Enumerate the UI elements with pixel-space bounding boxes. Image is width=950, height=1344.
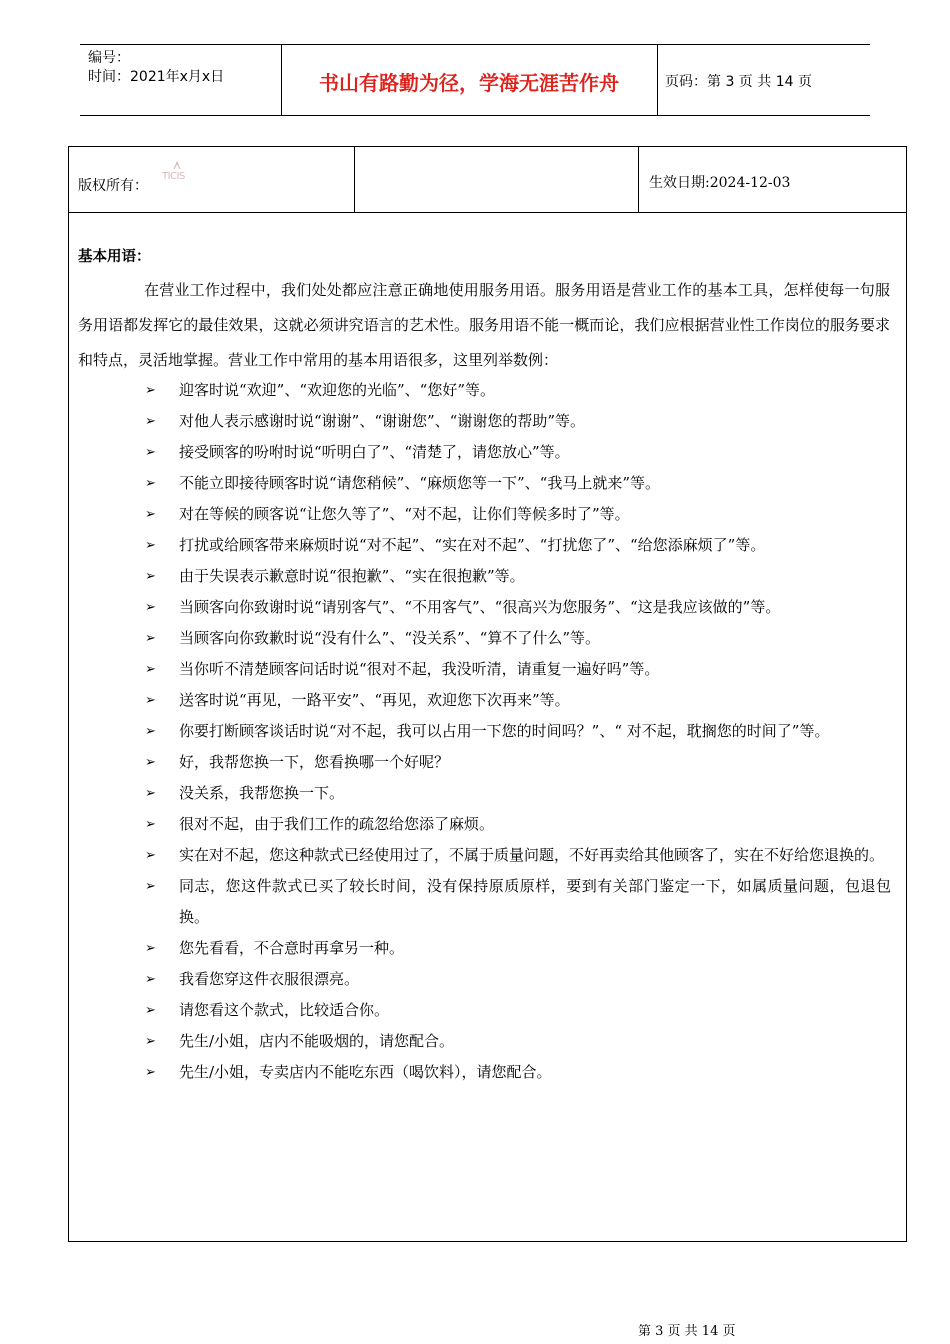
list-item-text: 迎客时说“欢迎”、“欢迎您的光临”、“您好”等。 <box>179 381 496 399</box>
list-item-text: 同志，您这件款式已买了较长时间，没有保持原质原样，要到有关部门鉴定一下，如属质量问题，包退包换。 <box>179 877 891 926</box>
bullet-arrow-icon: ➢ <box>145 1034 156 1049</box>
list-item <box>69 406 906 437</box>
list-item-text: 好，我帮您换一下，您看换哪一个好呢？ <box>179 753 450 771</box>
list-item-text: 没关系，我帮您换一下。 <box>179 784 345 802</box>
header-meta <box>88 49 278 87</box>
list-item-text: 打扰或给顾客带来麻烦时说“对不起”、“实在对不起”、“打扰您了”、“给您添麻烦了”等。 <box>179 536 766 554</box>
bullet-arrow-icon: ➢ <box>145 600 156 615</box>
document-number-label: 编号： <box>88 50 130 66</box>
bullet-arrow-icon: ➢ <box>145 414 156 429</box>
list-item <box>69 1057 906 1088</box>
phrase-list <box>69 375 906 1088</box>
list-item <box>69 809 906 840</box>
intro-paragraph: 在营业工作过程中，我们处处都应注意正确地使用服务用语。服务用语是营业工作的基本工具，怎样使每一句服务用语都发挥它的最佳效果，这就必须讲究语言的艺术性。服务用语不能一概而论，我们应根据营业性工作岗位的服务要求和特点，灵活地掌握。营业工作中常用的基本用语很多，这里列举数例： <box>78 281 890 369</box>
effective-date: 生效日期:2024-12-03 <box>649 175 791 191</box>
bullet-arrow-icon: ➢ <box>145 476 156 491</box>
list-item <box>69 654 906 685</box>
bullet-arrow-icon: ➢ <box>145 941 156 956</box>
list-item-text: 当顾客向你致谢时说“请别客气”、“不用客气”、“很高兴为您服务”、“这是我应该做的”等。 <box>179 598 781 616</box>
list-item <box>69 964 906 995</box>
list-item-text: 先生/小姐，专卖店内不能吃东西（喝饮料），请您配合。 <box>179 1063 552 1081</box>
list-item <box>69 530 906 561</box>
list-item <box>69 840 906 871</box>
bullet-arrow-icon: ➢ <box>145 1003 156 1018</box>
bullet-arrow-icon: ➢ <box>145 445 156 460</box>
bullet-arrow-icon: ➢ <box>145 879 156 894</box>
header-motto: 书山有路勤为径，学海无涯苦作舟 <box>319 71 619 95</box>
list-item-text: 对在等候的顾客说“让您久等了”、“对不起，让你们等候多时了”等。 <box>179 505 630 523</box>
list-item <box>69 375 906 406</box>
bullet-arrow-icon: ➢ <box>145 569 156 584</box>
bullet-arrow-icon: ➢ <box>145 755 156 770</box>
list-item <box>69 933 906 964</box>
list-item-text: 当你听不清楚顾客问话时说“很对不起，我没听清，请重复一遍好吗”等。 <box>179 660 660 678</box>
list-item-text: 请您看这个款式，比较适合你。 <box>179 1001 390 1019</box>
bullet-arrow-icon: ➢ <box>145 817 156 832</box>
list-item <box>69 499 906 530</box>
list-item-text: 接受顾客的吩咐时说“听明白了”、“清楚了，请您放心”等。 <box>179 443 570 461</box>
list-item-text: 先生/小姐，店内不能吸烟的，请您配合。 <box>179 1032 455 1050</box>
bullet-arrow-icon: ➢ <box>145 507 156 522</box>
list-item <box>69 561 906 592</box>
logo-text: TICIS <box>162 171 185 182</box>
bullet-arrow-icon: ➢ <box>145 662 156 677</box>
bullet-arrow-icon: ➢ <box>145 631 156 646</box>
list-item-text: 你要打断顾客谈话时说“对不起，我可以占用一下您的时间吗？”、“ 对不起，耽搁您的时间了”等。 <box>179 722 830 740</box>
list-item <box>69 437 906 468</box>
bullet-arrow-icon: ➢ <box>145 383 156 398</box>
section-heading: 基本用语： <box>78 249 151 265</box>
bullet-arrow-icon: ➢ <box>145 848 156 863</box>
list-item <box>69 468 906 499</box>
list-item <box>69 747 906 778</box>
list-item-text: 不能立即接待顾客时说“请您稍候”、“麻烦您等一下”、“我马上就来”等。 <box>179 474 661 492</box>
list-item <box>69 871 906 933</box>
list-item <box>69 685 906 716</box>
company-logo <box>162 161 196 187</box>
list-item <box>69 778 906 809</box>
list-item-text: 当顾客向你致歉时说“没有什么”、“没关系”、“算不了什么”等。 <box>179 629 601 647</box>
bullet-arrow-icon: ➢ <box>145 972 156 987</box>
list-item <box>69 995 906 1026</box>
document-date: 时间：2021年x月x日 <box>88 69 225 85</box>
document-table <box>68 146 907 1242</box>
list-item <box>69 716 906 747</box>
list-item-text: 送客时说“再见，一路平安”、“再见，欢迎您下次再来”等。 <box>179 691 570 709</box>
list-item <box>69 1026 906 1057</box>
meta-divider <box>354 147 355 212</box>
meta-row <box>69 147 906 213</box>
list-item-text: 对他人表示感谢时说“谢谢”、“谢谢您”、“谢谢您的帮助”等。 <box>179 412 586 430</box>
list-item-text: 我看您穿这件衣服很漂亮。 <box>179 970 360 988</box>
list-item-text: 实在对不起，您这种款式已经使用过了，不属于质量问题，不好再卖给其他顾客了，实在不好给您退换的。 <box>179 846 885 864</box>
meta-divider <box>638 147 639 212</box>
list-item-text: 由于失误表示歉意时说“很抱歉”、“实在很抱歉”等。 <box>179 567 525 585</box>
list-item <box>69 592 906 623</box>
list-item <box>69 623 906 654</box>
document-header <box>80 44 870 116</box>
bullet-arrow-icon: ➢ <box>145 693 156 708</box>
page-footer: 第 3 页 共 14 页 <box>638 1324 736 1339</box>
logo-mark-icon <box>172 161 182 171</box>
bullet-arrow-icon: ➢ <box>145 786 156 801</box>
header-divider <box>657 45 658 115</box>
header-page-info: 页码：第 3 页 共 14 页 <box>665 74 812 90</box>
bullet-arrow-icon: ➢ <box>145 538 156 553</box>
list-item-text: 您先看看，不合意时再拿另一种。 <box>179 939 405 957</box>
list-item-text: 很对不起，由于我们工作的疏忽给您添了麻烦。 <box>179 815 495 833</box>
copyright-label: 版权所有： <box>78 178 148 194</box>
bullet-arrow-icon: ➢ <box>145 724 156 739</box>
bullet-arrow-icon: ➢ <box>145 1065 156 1080</box>
